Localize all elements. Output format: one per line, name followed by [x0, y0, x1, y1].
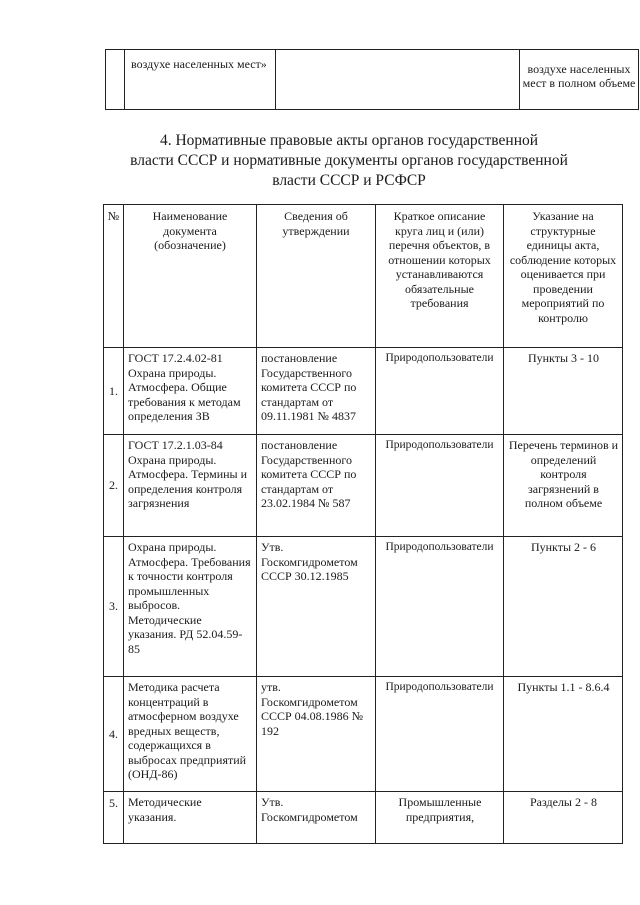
header-scope: Краткое описание круга лиц и (или) перечня объектов, в отношении которых устанавливаются обязательные требования [376, 205, 504, 348]
row-units: Пункты 2 - 6 [504, 537, 623, 677]
row-approval: постановление Государственного комитета СССР по стандартам от 23.02.1984 № 587 [257, 435, 376, 537]
row-scope: Промышленные предприятия, [376, 792, 504, 844]
row-scope: Природопользователи [376, 435, 504, 537]
row-approval: Утв. Госкомгидрометом СССР 30.12.1985 [257, 537, 376, 677]
table-row [106, 50, 639, 110]
row-number: 4. [104, 677, 124, 792]
header-name: Наименование документа (обозначение) [124, 205, 257, 348]
table-row [104, 677, 623, 792]
row-scope: Природопользователи [376, 537, 504, 677]
regulations-table [103, 204, 623, 844]
header-number: № [104, 205, 124, 348]
table-cell-name: воздухе населенных мест» [125, 50, 276, 110]
header-units: Указание на структурные единицы акта, соблюдение которых оценивается при проведении мероприятий по контролю [504, 205, 623, 348]
table-row [104, 348, 623, 435]
row-name: Методические указания. [124, 792, 257, 844]
row-number: 2. [104, 435, 124, 537]
table-row [104, 435, 623, 537]
row-name: Охрана природы. Атмосфера. Требования к точности контроля промышленных выбросов. Методические указания. РД 52.04.59-85 [124, 537, 257, 677]
row-scope: Природопользователи [376, 348, 504, 435]
table-cell-units: воздухе населенных мест в полном объеме [520, 50, 639, 110]
table-row [104, 792, 623, 844]
table-header-row [104, 205, 623, 348]
row-approval: постановление Государственного комитета СССР по стандартам от 09.11.1981 № 4837 [257, 348, 376, 435]
row-units: Пункты 3 - 10 [504, 348, 623, 435]
heading-line-1: 4. Нормативные правовые акты органов государственной [159, 132, 539, 149]
table-row [104, 537, 623, 677]
row-units: Разделы 2 - 8 [504, 792, 623, 844]
row-number: 1. [104, 348, 124, 435]
row-name: Методика расчета концентраций в атмосферном воздухе вредных веществ, содержащихся в выбросах предприятий (ОНД-86) [124, 677, 257, 792]
row-number: 3. [104, 537, 124, 677]
table-cell-approval [276, 50, 520, 110]
row-units: Перечень терминов и определений контроля загрязнений в полном объеме [504, 435, 623, 537]
header-approval: Сведения об утверждении [257, 205, 376, 348]
table-cell-number [106, 50, 125, 110]
row-approval: утв. Госкомгидрометом СССР 04.08.1986 № 192 [257, 677, 376, 792]
heading-line-3: власти СССР и РСФСР [272, 172, 426, 189]
row-units: Пункты 1.1 - 8.6.4 [504, 677, 623, 792]
row-scope: Природопользователи [376, 677, 504, 792]
section-heading [112, 131, 586, 191]
continuation-table [105, 49, 639, 110]
row-name: ГОСТ 17.2.4.02-81 Охрана природы. Атмосфера. Общие требования к методам определения ЗВ [124, 348, 257, 435]
heading-line-2: власти СССР и нормативные документы органов государственной [130, 152, 568, 169]
row-name: ГОСТ 17.2.1.03-84 Охрана природы. Атмосфера. Термины и определения контроля загрязнения [124, 435, 257, 537]
row-number: 5. [104, 792, 124, 844]
row-approval: Утв. Госкомгидрометом [257, 792, 376, 844]
